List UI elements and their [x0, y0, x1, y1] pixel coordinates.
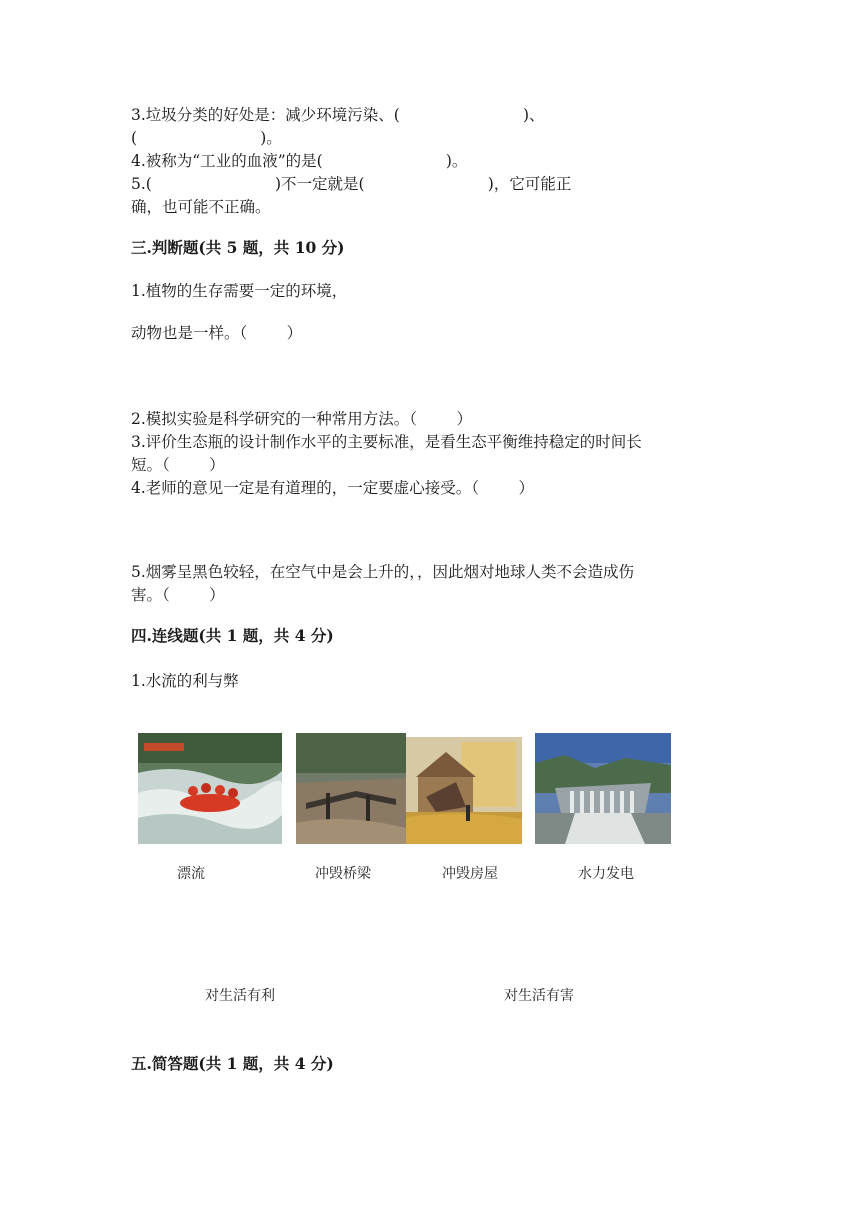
caption-bridge-destroyed: 冲毁桥梁 [315, 866, 371, 882]
category-beneficial: 对生活有利 [205, 988, 275, 1004]
judge-q5-line2: 害。（ ） [131, 586, 225, 604]
matching-q1: 1.水流的利与弊 [131, 672, 239, 690]
fill-in-q5-line2: 确，也可能不正确。 [131, 198, 271, 216]
short-answer-section-heading: 五.简答题(共 1 题，共 4 分) [131, 1054, 334, 1073]
fill-in-q3-line1: 3.垃圾分类的好处是：减少环境污染、( )、 [131, 106, 545, 124]
judge-section-heading: 三.判断题(共 5 题，共 10 分) [131, 238, 345, 257]
fill-in-q5-line1: 5.( )不一定就是( )，它可能正 [131, 175, 572, 193]
judge-q1-line1: 1.植物的生存需要一定的环境， [131, 282, 348, 300]
matching-section-heading: 四.连线题(共 1 题，共 4 分) [131, 626, 334, 645]
category-harmful: 对生活有害 [504, 988, 574, 1004]
bridge-destroyed-photo [296, 733, 406, 844]
caption-rafting: 漂流 [177, 866, 205, 882]
fill-in-q4: 4.被称为“工业的血液”的是( )。 [131, 152, 468, 170]
judge-q3-line2: 短。（ ） [131, 456, 225, 474]
judge-q1-line2: 动物也是一样。（ ） [131, 324, 303, 342]
judge-q2: 2.模拟实验是科学研究的一种常用方法。（ ） [131, 410, 472, 428]
caption-hydropower: 水力发电 [578, 866, 634, 882]
judge-q3-line1: 3.评价生态瓶的设计制作水平的主要标准，是看生态平衡维持稳定的时间长 [131, 433, 642, 451]
house-destroyed-photo [406, 737, 522, 844]
judge-q4: 4.老师的意见一定是有道理的，一定要虚心接受。（ ） [131, 479, 534, 497]
judge-q5-line1: 5.烟雾呈黑色较轻，在空气中是会上升的，，因此烟对地球人类不会造成伤 [131, 563, 635, 581]
fill-in-q3-line2: ( )。 [131, 129, 282, 147]
caption-house-destroyed: 冲毁房屋 [442, 866, 498, 882]
rafting-photo [138, 733, 282, 844]
hydropower-photo [535, 733, 671, 844]
